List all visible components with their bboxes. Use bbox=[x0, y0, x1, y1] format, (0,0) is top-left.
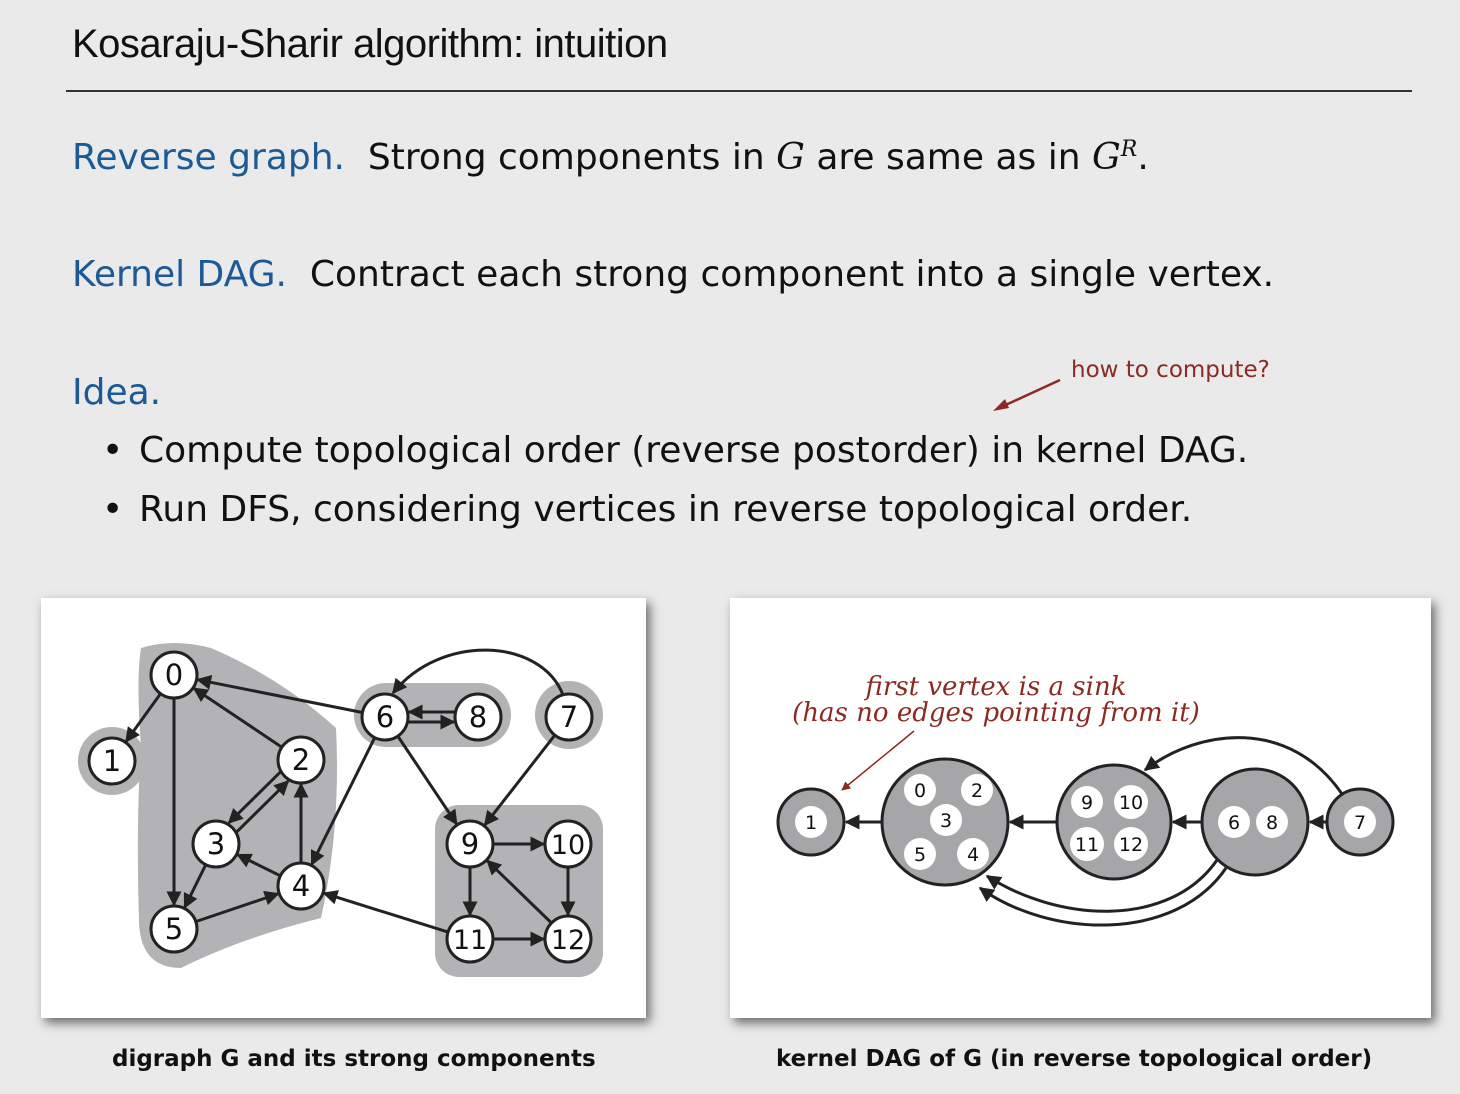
digraph-vertex-label: 9 bbox=[460, 827, 480, 861]
bullet-dot: • bbox=[102, 430, 124, 471]
kernel-dag-line bbox=[72, 254, 1274, 295]
digraph-vertex-label: 1 bbox=[102, 744, 122, 778]
kernel-dag-caption: kernel DAG of G (in reverse topological order) bbox=[776, 1046, 1373, 1072]
digraph-caption: digraph G and its strong components bbox=[112, 1046, 596, 1072]
kernel-dag-figure bbox=[730, 598, 1431, 1018]
reverse-sup: R bbox=[1120, 137, 1138, 162]
digraph-vertex-label: 8 bbox=[468, 700, 488, 734]
kernel-dag-text: Contract each strong component into a single vertex. bbox=[309, 254, 1275, 295]
kernel-subvertex-label: 2 bbox=[970, 780, 984, 802]
digraph-vertex-label: 5 bbox=[164, 912, 184, 946]
digraph-vertex-label: 12 bbox=[550, 925, 586, 956]
kernel-subvertex-label: 1 bbox=[804, 812, 818, 834]
kernel-dag-panel bbox=[730, 598, 1431, 1018]
hint-text: how to compute? bbox=[1071, 357, 1270, 383]
bullet-text: Compute topological order (reverse postorder) in kernel DAG. bbox=[139, 430, 1249, 471]
kernel-subvertex-label: 4 bbox=[966, 844, 980, 866]
digraph-vertex-label: 3 bbox=[206, 827, 226, 861]
kernel-node bbox=[1057, 765, 1171, 879]
digraph-edge bbox=[398, 736, 457, 824]
kernel-subvertex-label: 9 bbox=[1080, 792, 1094, 814]
reverse-g2: G bbox=[1091, 137, 1121, 178]
kernel-dag-keyword: Kernel DAG. bbox=[72, 254, 287, 295]
kernel-subvertex-label: 5 bbox=[913, 844, 927, 866]
sink-annotation-line2: (has no edges pointing from it) bbox=[792, 698, 1200, 728]
reverse-graph-line bbox=[72, 137, 1149, 178]
kernel-subvertex-label: 11 bbox=[1074, 834, 1100, 856]
idea-keyword: Idea. bbox=[72, 372, 162, 413]
digraph-vertex-label: 10 bbox=[550, 830, 586, 861]
kernel-subvertex-label: 7 bbox=[1353, 812, 1367, 834]
title-divider bbox=[66, 90, 1412, 92]
digraph-vertex-label: 7 bbox=[559, 700, 579, 734]
kernel-subvertex-label: 0 bbox=[913, 780, 927, 802]
kernel-subvertex-label: 6 bbox=[1227, 812, 1241, 834]
digraph-panel bbox=[41, 598, 646, 1018]
digraph-vertex-label: 6 bbox=[375, 700, 395, 734]
kernel-subvertex-label: 10 bbox=[1118, 792, 1144, 814]
idea-bullet-1 bbox=[102, 430, 1248, 471]
slide-title: Kosaraju-Sharir algorithm: intuition bbox=[72, 22, 668, 66]
bullet-text: Run DFS, considering vertices in reverse topological order. bbox=[139, 489, 1193, 530]
digraph-vertex-label: 4 bbox=[291, 869, 311, 903]
reverse-text-end: . bbox=[1137, 137, 1149, 178]
digraph-vertex-label: 11 bbox=[452, 925, 488, 956]
reverse-text-mid: are same as in bbox=[804, 137, 1092, 178]
reverse-graph-keyword: Reverse graph. bbox=[72, 137, 345, 178]
kernel-node bbox=[1202, 769, 1308, 875]
bullet-dot: • bbox=[102, 489, 124, 530]
hint-arrow-icon bbox=[985, 372, 1065, 417]
digraph-figure bbox=[41, 598, 646, 1018]
digraph-vertex-label: 0 bbox=[164, 658, 184, 692]
digraph-edge bbox=[324, 893, 448, 932]
idea-bullet-2 bbox=[102, 489, 1192, 530]
reverse-g: G bbox=[776, 137, 805, 178]
reverse-text-before: Strong components in bbox=[367, 137, 777, 178]
kernel-subvertex-label: 3 bbox=[939, 810, 953, 832]
digraph-vertex-label: 2 bbox=[291, 743, 311, 777]
kernel-subvertex-label: 8 bbox=[1265, 812, 1279, 834]
sink-annotation-line1: first vertex is a sink bbox=[865, 672, 1127, 702]
kernel-subvertex-label: 12 bbox=[1118, 834, 1144, 856]
